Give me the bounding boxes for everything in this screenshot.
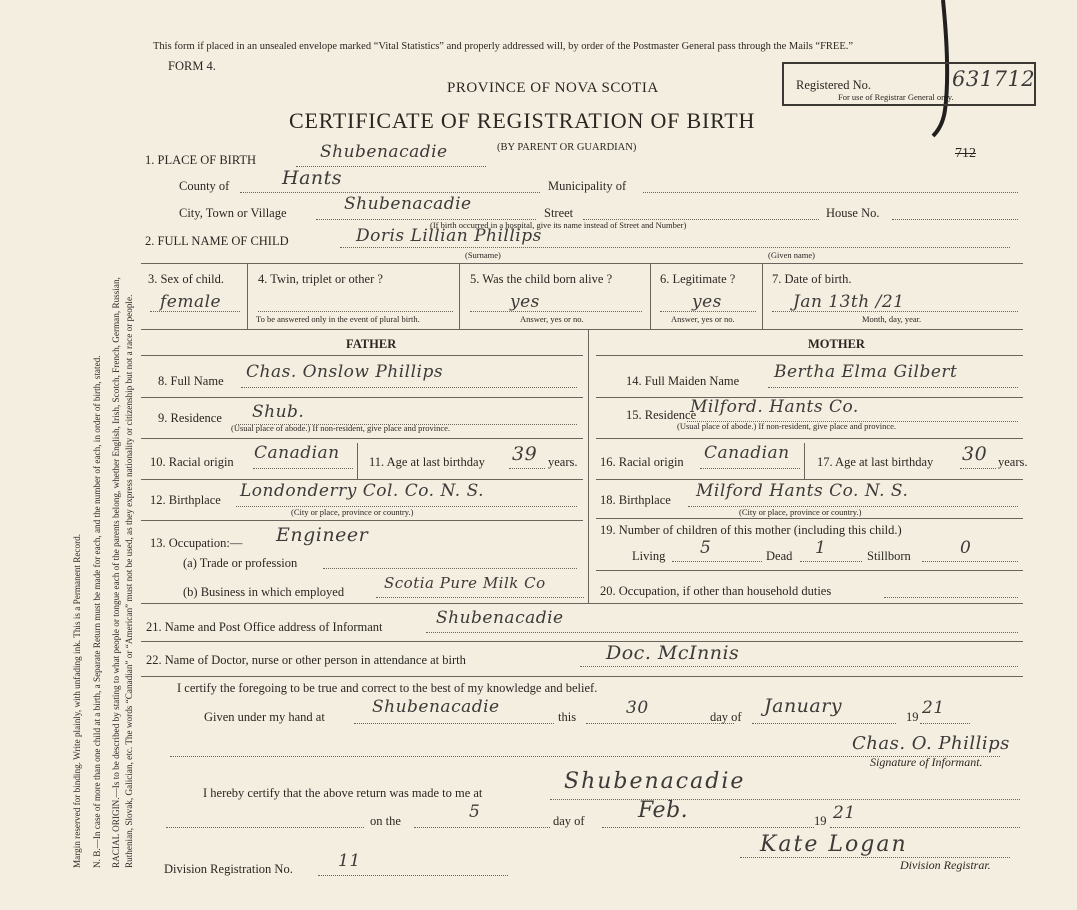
father-racial-label: 10. Racial origin xyxy=(150,455,234,469)
informant-signature-label: Signature of Informant. xyxy=(870,755,983,769)
father-occupation-label: 13. Occupation:— xyxy=(150,536,243,550)
division-registration-value: 11 xyxy=(338,851,361,871)
mail-note: This form if placed in an unsealed envelope marked “Vital Statistics” and properly addressed will, by order of the Postmaster General pass through the Mails “FREE.” xyxy=(153,41,854,52)
father-name-label: 8. Full Name xyxy=(158,374,224,388)
city-value: Shubenacadie xyxy=(344,194,472,214)
division-registration-label: Division Registration No. xyxy=(164,862,293,876)
father-age-label: 11. Age at last birthday xyxy=(369,455,485,469)
twin-label: 4. Twin, triplet or other ? xyxy=(258,272,383,286)
alive-note: Answer, yes or no. xyxy=(520,314,584,324)
house-label: House No. xyxy=(826,206,880,220)
street-label: Street xyxy=(544,206,574,220)
year-value: 21 xyxy=(922,698,945,718)
father-occupation-value: Engineer xyxy=(276,524,369,546)
registrar-day-value: 5 xyxy=(469,802,481,822)
dead-label: Dead xyxy=(766,549,793,563)
margin-note-3: RACIAL ORIGIN.—Is to be described by stating to what people or tongue each of the parents belong, whether English, Irish, Scotch, French, German, Russian, xyxy=(111,277,121,868)
living-label: Living xyxy=(632,549,666,563)
living-value: 5 xyxy=(700,538,712,558)
given-place-value: Shubenacadie xyxy=(372,697,500,717)
dead-value: 1 xyxy=(815,538,827,558)
legitimate-label: 6. Legitimate ? xyxy=(660,272,736,286)
mother-header: MOTHER xyxy=(808,337,865,351)
registrar-place-value: Shubenacadie xyxy=(564,769,746,794)
place-of-birth-value: Shubenacadie xyxy=(320,142,448,162)
father-birthplace-value: Londonderry Col. Co. N. S. xyxy=(240,481,485,501)
mother-birthplace-value: Milford Hants Co. N. S. xyxy=(696,481,909,501)
father-business-value: Scotia Pure Milk Co xyxy=(384,574,546,592)
legitimate-note: Answer, yes or no. xyxy=(671,314,735,324)
division-registrar-label: Division Registrar. xyxy=(900,858,991,872)
mother-residence-label: 15. Residence xyxy=(626,408,697,422)
margin-note-2: N. B.—In case of more than one child at a birth, a Separate Return must be made for each, and the number of each, in order of birth, stated. xyxy=(92,355,102,868)
county-value: Hants xyxy=(282,167,343,189)
certificate-title: CERTIFICATE OF REGISTRATION OF BIRTH xyxy=(289,108,756,133)
date-of-birth-label: 7. Date of birth. xyxy=(772,272,852,286)
mother-age-label: 17. Age at last birthday xyxy=(817,455,934,469)
father-residence-value: Shub. xyxy=(252,402,305,422)
mother-racial-value: Canadian xyxy=(704,443,790,463)
registrar-month-value: Feb. xyxy=(638,798,689,823)
mother-birthplace-label: 18. Birthplace xyxy=(600,493,671,507)
informant-label: 21. Name and Post Office address of Informant xyxy=(146,620,383,634)
city-label: City, Town or Village xyxy=(179,206,287,220)
father-residence-label: 9. Residence xyxy=(158,411,222,425)
father-birthplace-label: 12. Birthplace xyxy=(150,493,221,507)
father-header: FATHER xyxy=(346,337,397,351)
place-of-birth-label: 1. PLACE OF BIRTH xyxy=(145,153,257,167)
alive-label: 5. Was the child born alive ? xyxy=(470,272,613,286)
sex-value: female xyxy=(160,292,222,312)
registrar-day-of-label: day of xyxy=(553,814,585,828)
certify-statement: I certify the foregoing to be true and correct to the best of my knowledge and belief. xyxy=(177,681,598,695)
father-trade-label: (a) Trade or profession xyxy=(183,556,298,570)
corner-number: 712 xyxy=(955,146,976,161)
registrar-use-note: For use of Registrar General only. xyxy=(838,92,954,102)
father-racial-value: Canadian xyxy=(254,443,340,463)
this-value: 30 xyxy=(626,698,649,718)
registrar-statement: I hereby certify that the above return was made to me at xyxy=(203,786,483,800)
mother-birthplace-note: (City or place, province or country.) xyxy=(739,507,862,517)
father-name-value: Chas. Onslow Phillips xyxy=(246,362,444,382)
certificate-subtitle: (BY PARENT OR GUARDIAN) xyxy=(497,142,637,153)
father-business-label: (b) Business in which employed xyxy=(183,585,345,599)
mother-residence-value: Milford. Hants Co. xyxy=(690,397,859,417)
mother-racial-label: 16. Racial origin xyxy=(600,455,684,469)
province-title: PROVINCE OF NOVA SCOTIA xyxy=(447,80,659,96)
form-number: FORM 4. xyxy=(168,59,216,73)
date-of-birth-note: Month, day, year. xyxy=(862,314,922,324)
stillborn-label: Stillborn xyxy=(867,549,911,563)
mother-age-value: 30 xyxy=(962,443,988,465)
stillborn-value: 0 xyxy=(960,538,972,558)
registrar-year-prefix: 19 xyxy=(814,814,827,828)
mother-children-label: 19. Number of children of this mother (including this child.) xyxy=(600,523,902,537)
alive-value: yes xyxy=(510,292,540,312)
on-the-label: on the xyxy=(370,814,401,828)
registered-label: Registered No. xyxy=(796,78,871,92)
date-of-birth-value: Jan 13th /21 xyxy=(793,292,905,312)
year-prefix: 19 xyxy=(906,710,919,724)
mother-age-unit: years. xyxy=(998,455,1028,469)
legitimate-value: yes xyxy=(692,292,722,312)
doctor-label: 22. Name of Doctor, nurse or other person in attendance at birth xyxy=(146,653,466,667)
doctor-value: Doc. McInnis xyxy=(606,642,740,664)
mother-occupation-label: 20. Occupation, if other than household duties xyxy=(600,584,832,598)
month-value: January xyxy=(764,695,843,717)
given-under-label: Given under my hand at xyxy=(204,710,325,724)
registrar-signature: Kate Logan xyxy=(760,832,908,857)
child-name-label: 2. FULL NAME OF CHILD xyxy=(145,234,289,248)
mother-residence-note: (Usual place of abode.) If non-resident, give place and province. xyxy=(677,421,897,431)
registered-number: 631712 xyxy=(952,67,1036,91)
father-residence-note: (Usual place of abode.) If non-resident, give place and province. xyxy=(231,423,451,433)
county-label: County of xyxy=(179,179,230,193)
day-of-label: day of xyxy=(710,710,742,724)
father-age-unit: years. xyxy=(548,455,578,469)
informant-value: Shubenacadie xyxy=(436,608,564,628)
given-name-note: (Given name) xyxy=(768,250,815,260)
informant-signature: Chas. O. Phillips xyxy=(852,733,1010,754)
street-note: (If birth occurred in a hospital, give its name instead of Street and Number) xyxy=(430,220,687,230)
sex-label: 3. Sex of child. xyxy=(148,272,225,286)
margin-note-1: Margin reserved for binding. Write plainly, with unfading ink. This is a Permanent Record. xyxy=(72,533,82,868)
mother-name-label: 14. Full Maiden Name xyxy=(626,374,740,388)
this-label: this xyxy=(558,710,577,724)
municipality-label: Municipality of xyxy=(548,179,627,193)
twin-note: To be answered only in the event of plural birth. xyxy=(256,314,420,324)
surname-note: (Surname) xyxy=(465,250,501,260)
child-name-value: Doris Lillian Phillips xyxy=(356,226,542,246)
mother-name-value: Bertha Elma Gilbert xyxy=(774,362,958,382)
father-birthplace-note: (City or place, province or country.) xyxy=(291,507,414,517)
margin-note-4: Ruthenian, Slovak, Galician, etc. The words “Canadian” or “American” must not be used, as they express nationality or citizenship but not a race or people. xyxy=(124,294,134,868)
father-age-value: 39 xyxy=(512,443,538,465)
registrar-year-value: 21 xyxy=(833,803,856,823)
